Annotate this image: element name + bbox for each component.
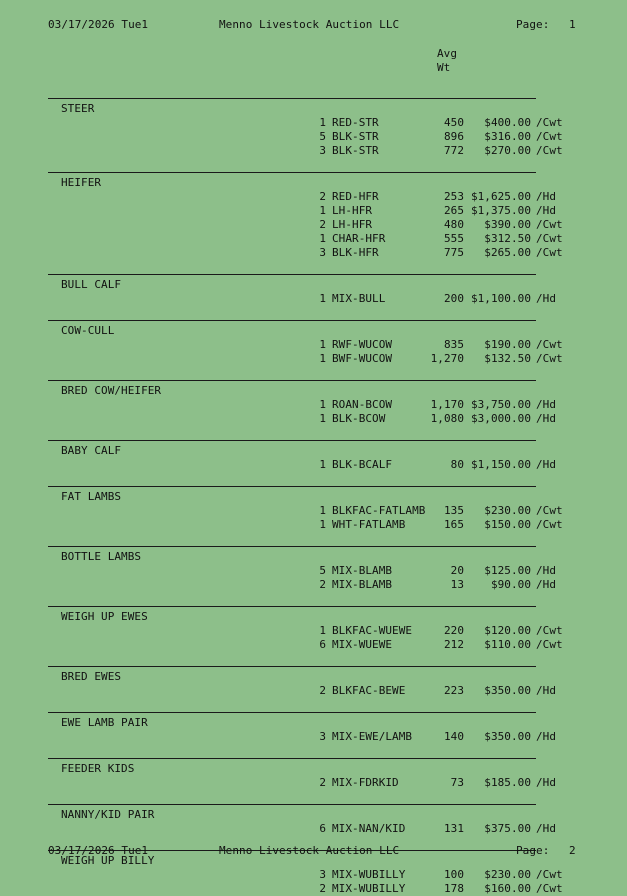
row-avg-weight: 253 — [443, 190, 464, 203]
row-description: RWF-WUCOW — [332, 338, 393, 351]
section-divider — [48, 486, 536, 487]
row-quantity: 2 — [319, 218, 326, 231]
row-quantity: 1 — [319, 624, 326, 637]
row-quantity: 1 — [319, 116, 326, 129]
row-avg-weight: 223 — [443, 684, 464, 697]
section-divider — [48, 804, 536, 805]
page2-report-date: 03/17/2026 Tue1 — [48, 844, 149, 857]
row-price-unit: /Cwt — [536, 130, 563, 143]
row-description: MIX-EWE/LAMB — [332, 730, 413, 743]
report-date: 03/17/2026 Tue1 — [48, 18, 149, 31]
row-price: $132.50 — [484, 352, 531, 365]
row-quantity: 1 — [319, 518, 326, 531]
row-avg-weight: 20 — [450, 564, 464, 577]
row-quantity: 2 — [319, 776, 326, 789]
row-price-unit: /Cwt — [536, 504, 563, 517]
row-description: LH-HFR — [332, 218, 373, 231]
row-price: $90.00 — [490, 578, 531, 591]
section-title: BOTTLE LAMBS — [61, 550, 142, 563]
section-divider — [48, 172, 536, 173]
row-description: WHT-FATLAMB — [332, 518, 406, 531]
section-divider — [48, 274, 536, 275]
row-price-unit: /Hd — [536, 822, 557, 835]
row-price: $350.00 — [484, 684, 531, 697]
row-price-unit: /Cwt — [536, 638, 563, 651]
row-description: BLK-STR — [332, 144, 379, 157]
row-quantity: 1 — [319, 352, 326, 365]
row-price-unit: /Cwt — [536, 868, 563, 881]
section-title: BRED EWES — [61, 670, 122, 683]
row-price-unit: /Cwt — [536, 882, 563, 895]
section-title: FAT LAMBS — [61, 490, 122, 503]
row-quantity: 2 — [319, 578, 326, 591]
row-avg-weight: 13 — [450, 578, 464, 591]
row-quantity: 6 — [319, 638, 326, 651]
row-price: $1,375.00 — [470, 204, 531, 217]
row-description: RED-HFR — [332, 190, 379, 203]
row-price-unit: /Cwt — [536, 232, 563, 245]
row-avg-weight: 775 — [443, 246, 464, 259]
row-avg-weight: 178 — [443, 882, 464, 895]
row-price: $265.00 — [484, 246, 531, 259]
row-price: $1,150.00 — [470, 458, 531, 471]
section-divider — [48, 666, 536, 667]
section-title: NANNY/KID PAIR — [61, 808, 155, 821]
row-description: BLKFAC-FATLAMB — [332, 504, 426, 517]
page2-page-label: Page: — [516, 844, 550, 857]
row-price-unit: /Cwt — [536, 518, 563, 531]
row-quantity: 1 — [319, 204, 326, 217]
row-quantity: 1 — [319, 232, 326, 245]
row-quantity: 1 — [319, 338, 326, 351]
row-price: $150.00 — [484, 518, 531, 531]
row-price-unit: /Cwt — [536, 246, 563, 259]
row-price-unit: /Hd — [536, 776, 557, 789]
section-title: WEIGH UP EWES — [61, 610, 148, 623]
row-description: CHAR-HFR — [332, 232, 386, 245]
row-avg-weight: 220 — [443, 624, 464, 637]
row-avg-weight: 140 — [443, 730, 464, 743]
row-quantity: 1 — [319, 398, 326, 411]
row-avg-weight: 80 — [450, 458, 464, 471]
row-quantity: 1 — [319, 504, 326, 517]
row-quantity: 6 — [319, 822, 326, 835]
row-price: $1,100.00 — [470, 292, 531, 305]
section-divider — [48, 380, 536, 381]
row-quantity: 2 — [319, 190, 326, 203]
row-price-unit: /Cwt — [536, 116, 563, 129]
section-divider — [48, 758, 536, 759]
row-avg-weight: 135 — [443, 504, 464, 517]
section-title: HEIFER — [61, 176, 102, 189]
section-divider — [48, 440, 536, 441]
section-title: COW-CULL — [61, 324, 115, 337]
row-avg-weight: 212 — [443, 638, 464, 651]
section-divider — [48, 546, 536, 547]
row-avg-weight: 555 — [443, 232, 464, 245]
row-quantity: 3 — [319, 144, 326, 157]
row-price: $316.00 — [484, 130, 531, 143]
row-avg-weight: 73 — [450, 776, 464, 789]
row-price-unit: /Hd — [536, 412, 557, 425]
row-avg-weight: 200 — [443, 292, 464, 305]
page-number: 1 — [569, 18, 576, 31]
row-quantity: 5 — [319, 130, 326, 143]
row-description: LH-HFR — [332, 204, 373, 217]
row-avg-weight: 896 — [443, 130, 464, 143]
row-quantity: 2 — [319, 882, 326, 895]
row-price: $120.00 — [484, 624, 531, 637]
row-description: MIX-BLAMB — [332, 578, 393, 591]
row-price-unit: /Hd — [536, 578, 557, 591]
row-quantity: 1 — [319, 292, 326, 305]
row-avg-weight: 835 — [443, 338, 464, 351]
row-price-unit: /Cwt — [536, 144, 563, 157]
row-description: MIX-BLAMB — [332, 564, 393, 577]
section-title: BABY CALF — [61, 444, 122, 457]
section-title: STEER — [61, 102, 95, 115]
row-price: $1,625.00 — [470, 190, 531, 203]
row-price-unit: /Hd — [536, 458, 557, 471]
row-price: $160.00 — [484, 882, 531, 895]
row-price: $230.00 — [484, 868, 531, 881]
section-divider — [48, 98, 536, 99]
row-price-unit: /Cwt — [536, 624, 563, 637]
row-avg-weight: 100 — [443, 868, 464, 881]
row-quantity: 1 — [319, 458, 326, 471]
section-title: FEEDER KIDS — [61, 762, 135, 775]
row-price-unit: /Hd — [536, 292, 557, 305]
row-price: $3,000.00 — [470, 412, 531, 425]
row-description: MIX-WUBILLY — [332, 868, 406, 881]
row-price: $125.00 — [484, 564, 531, 577]
row-price-unit: /Hd — [536, 684, 557, 697]
section-divider — [48, 712, 536, 713]
page2-company-name: Menno Livestock Auction LLC — [219, 844, 400, 857]
row-description: MIX-WUEWE — [332, 638, 393, 651]
page2-page-number: 2 — [569, 844, 576, 857]
row-price: $230.00 — [484, 504, 531, 517]
row-price-unit: /Cwt — [536, 338, 563, 351]
row-quantity: 3 — [319, 730, 326, 743]
row-description: BLKFAC-WUEWE — [332, 624, 413, 637]
row-avg-weight: 1,080 — [430, 412, 464, 425]
section-title: WEIGH UP BILLY — [61, 854, 155, 867]
row-quantity: 3 — [319, 868, 326, 881]
row-quantity: 3 — [319, 246, 326, 259]
section-divider — [48, 606, 536, 607]
row-price: $400.00 — [484, 116, 531, 129]
row-avg-weight: 165 — [443, 518, 464, 531]
wt-column-header: Wt — [437, 61, 451, 74]
row-avg-weight: 450 — [443, 116, 464, 129]
section-divider — [48, 320, 536, 321]
row-quantity: 5 — [319, 564, 326, 577]
row-description: RED-STR — [332, 116, 379, 129]
row-quantity: 2 — [319, 684, 326, 697]
section-title: EWE LAMB PAIR — [61, 716, 148, 729]
row-description: BLK-STR — [332, 130, 379, 143]
section-title: BRED COW/HEIFER — [61, 384, 162, 397]
row-description: MIX-NAN/KID — [332, 822, 406, 835]
row-description: BLKFAC-BEWE — [332, 684, 406, 697]
row-description: MIX-WUBILLY — [332, 882, 406, 895]
row-price: $3,750.00 — [470, 398, 531, 411]
row-description: MIX-BULL — [332, 292, 386, 305]
row-price: $270.00 — [484, 144, 531, 157]
row-price: $312.50 — [484, 232, 531, 245]
row-description: BLK-HFR — [332, 246, 379, 259]
company-name: Menno Livestock Auction LLC — [219, 18, 400, 31]
page-label: Page: — [516, 18, 550, 31]
row-price: $185.00 — [484, 776, 531, 789]
row-price-unit: /Hd — [536, 730, 557, 743]
row-price: $110.00 — [484, 638, 531, 651]
row-avg-weight: 772 — [443, 144, 464, 157]
row-description: BLK-BCALF — [332, 458, 393, 471]
row-price-unit: /Hd — [536, 190, 557, 203]
row-price: $375.00 — [484, 822, 531, 835]
row-avg-weight: 480 — [443, 218, 464, 231]
row-avg-weight: 265 — [443, 204, 464, 217]
row-avg-weight: 1,270 — [430, 352, 464, 365]
row-avg-weight: 1,170 — [430, 398, 464, 411]
row-price: $350.00 — [484, 730, 531, 743]
avg-column-header: Avg — [437, 47, 458, 60]
row-description: MIX-FDRKID — [332, 776, 399, 789]
row-price: $190.00 — [484, 338, 531, 351]
row-price: $390.00 — [484, 218, 531, 231]
row-price-unit: /Cwt — [536, 218, 563, 231]
row-description: BWF-WUCOW — [332, 352, 393, 365]
row-price-unit: /Hd — [536, 398, 557, 411]
row-description: ROAN-BCOW — [332, 398, 393, 411]
row-price-unit: /Hd — [536, 564, 557, 577]
section-title: BULL CALF — [61, 278, 122, 291]
row-avg-weight: 131 — [443, 822, 464, 835]
row-description: BLK-BCOW — [332, 412, 386, 425]
row-price-unit: /Hd — [536, 204, 557, 217]
row-price-unit: /Cwt — [536, 352, 563, 365]
row-quantity: 1 — [319, 412, 326, 425]
